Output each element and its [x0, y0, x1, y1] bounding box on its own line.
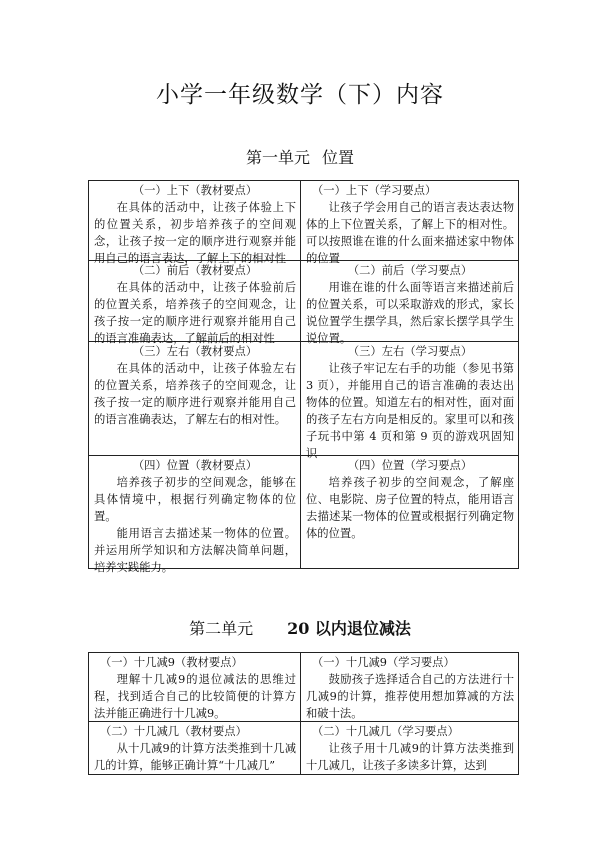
unit-1-label: 第一单元: [245, 148, 310, 167]
cell-left: [89, 722, 301, 775]
cell-text: 从十几减9的计算方法类推到十几减几的计算，能够正确计算“十几减几”: [94, 742, 296, 772]
unit-1-name: 位置: [322, 148, 355, 167]
cell-right: [301, 653, 519, 722]
cell-heading: （一）十几减9（教材要点）: [100, 656, 243, 669]
unit-2-label: 第二单元: [189, 619, 254, 638]
cell-right: [301, 456, 519, 569]
cell-heading: （一）上下（学习要点）: [312, 184, 437, 197]
table-row: [89, 653, 519, 722]
cell-heading: （二）十几减几（学习要点）: [312, 725, 459, 738]
cell-heading: （三）左右（学习要点）: [347, 345, 473, 358]
cell-right: [301, 181, 519, 265]
cell-text: 在具体的活动中，让孩子体验前后的位置关系，培养孩子的空间观念，让孩子按一定的顺序进行观察并能用自己的语言准确表达，了解前后的相对性: [94, 281, 296, 345]
cell-text: 理解十几减9的退位减法的思维过程，找到适合自己的比较简便的计算方法并能正确进行十几减9。: [94, 673, 296, 720]
cell-heading: （二）前后（教材要点）: [132, 264, 258, 277]
cell-left: [89, 653, 301, 722]
unit-2-name: 20 以内退位减法: [287, 619, 411, 638]
cell-text: 培养孩子初步的空间观念，了解座位、电影院、房子位置的特点，能用语言去描述某一物体的位置或根据行列确定物体的位置。: [306, 476, 514, 540]
cell-text: 在具体的活动中，让孩子体验左右的位置关系，培养孩子的空间观念，让孩子按一定的顺序进行观察并能用自己的语言准确表达，了解左右的相对性。: [94, 362, 296, 426]
cell-heading: （二）十几减几（教材要点）: [100, 725, 247, 738]
cell-text: 用谁在谁的什么面等语言来描述前后的位置关系，可以采取游戏的形式，家长说位置学生摆学具，然后家长摆学具学生说位置。: [306, 281, 514, 345]
table-row: [89, 722, 519, 775]
page-title: 小学一年级数学（下）内容: [156, 82, 444, 108]
cell-text: 让孩子学会用自己的语言表达表达物体的上下位置关系，了解上下的相对性。可以按照谁在谁的什么面来描述家中物体的位置: [306, 201, 514, 265]
unit-2-title: [0, 616, 600, 639]
cell-left: [89, 261, 301, 345]
unit-1-title: [0, 145, 600, 168]
cell-left: [89, 181, 301, 265]
table-row: [89, 342, 519, 456]
cell-text: 让孩子牢记左右手的功能（参见书第 3 页），并能用自己的语言准确的表达出物体的位置。知道左右的相对性，面对面的孩子左右方向是相反的。家里可以和孩子玩书中第 4 页和第 9 页的游戏巩固知识: [306, 362, 514, 460]
unit-1-table: [88, 180, 519, 574]
unit-2-table: [88, 652, 519, 775]
cell-text: 鼓励孩子选择适合自己的方法进行十几减9的计算，推荐使用想加算减的方法和破十法。: [306, 673, 514, 720]
cell-right: [301, 722, 519, 775]
cell-right: [301, 342, 519, 460]
cell-heading: （三）左右（教材要点）: [132, 345, 258, 358]
cell-heading: （四）位置（教材要点）: [132, 459, 258, 472]
cell-text: 能用语言去描述某一物体的位置。并运用所学知识和方法解决简单问题，培养实践能力。: [94, 527, 296, 574]
table-row: [89, 456, 519, 569]
table-row: [89, 261, 519, 342]
cell-left: [89, 342, 301, 456]
cell-heading: （四）位置（学习要点）: [347, 459, 473, 472]
cell-heading: （二）前后（学习要点）: [347, 264, 473, 277]
cell-right: [301, 261, 519, 345]
cell-text: 在具体的活动中，让孩子体验上下的位置关系，初步培养孩子的空间观念，让孩子按一定的顺序进行观察并能用自己的语言表达，了解上下的相对性: [94, 201, 296, 265]
cell-text: 让孩子用十几减9的计算方法类推到十几减几，让孩子多读多计算，达到: [306, 742, 514, 772]
table-row: [89, 181, 519, 261]
cell-heading: （一）上下（教材要点）: [132, 184, 258, 197]
cell-left: [89, 456, 301, 574]
cell-heading: （一）十几减9（学习要点）: [312, 656, 455, 669]
cell-text: 培养孩子初步的空间观念，能够在具体情境中，根据行列确定物体的位置。: [94, 476, 296, 523]
